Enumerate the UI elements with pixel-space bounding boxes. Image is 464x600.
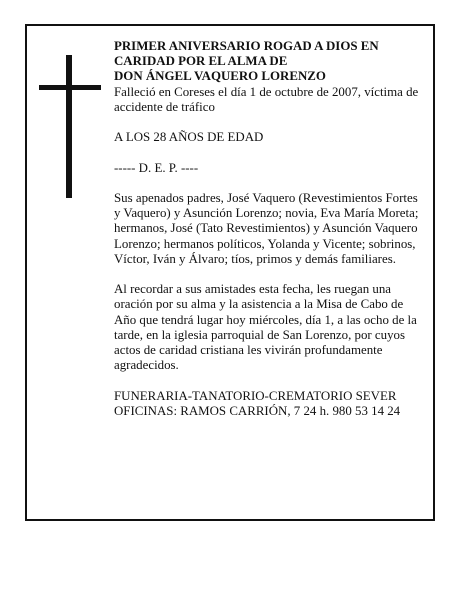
age-line: A LOS 28 AÑOS DE EDAD — [114, 130, 264, 145]
mass-paragraph: Al recordar a sus amistades esta fecha, les ruegan una oración por su alma y la asistencia a la Misa de Cabo de Año que tendrá lugar hoy miércoles, día 1, a las ocho de la tarde, en la iglesia parroquial de San Lorenzo, por cuyos actos de caridad cristiana les vivirán profundamente agradecidos. — [114, 282, 417, 373]
heading-line-2: CARIDAD POR EL ALMA DE — [114, 54, 288, 69]
cross-horizontal-bar — [39, 85, 101, 90]
funeral-home-offices: OFICINAS: RAMOS CARRIÓN, 7 24 h. 980 53 14 24 — [114, 403, 401, 418]
heading-line-3: DON ÁNGEL VAQUERO LORENZO — [114, 69, 326, 84]
family-paragraph: Sus apenados padres, José Vaquero (Revestimientos Fortes y Vaquero) y Asunción Lorenzo; novia, Eva María Moreta; hermanos, José (Tato Revestimientos) y Asunción Vaquero Lorenzo; hermanos políticos, Yolanda y Vicente; sobrinos, Víctor, Iván y Álvaro; tíos, primos y demás familiares. — [114, 190, 419, 266]
notice-heading — [114, 39, 426, 85]
cross-vertical-bar — [66, 55, 72, 198]
heading-line-1: PRIMER ANIVERSARIO ROGAD A DIOS EN — [114, 39, 379, 53]
death-info: Falleció en Coreses el día 1 de octubre de 2007, víctima de accidente de tráfico — [114, 84, 419, 114]
rip-line: ----- D. E. P. ---- — [114, 160, 199, 175]
funeral-home-name: FUNERARIA-TANATORIO-CREMATORIO SEVER — [114, 388, 397, 403]
obituary-notice — [25, 24, 435, 521]
latin-cross-icon — [39, 55, 101, 198]
notice-content — [114, 39, 426, 419]
